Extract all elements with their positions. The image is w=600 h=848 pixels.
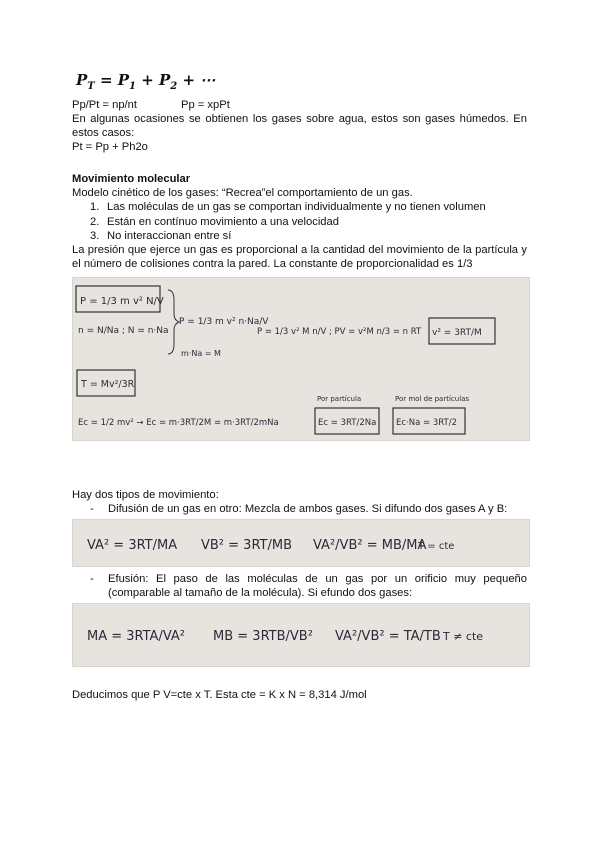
partial-pressure-line: Pp/Pt = np/nt Pp = xpPt <box>72 99 230 111</box>
hw-p-sub: P = 1/3 m v² n·Na/V <box>179 317 269 327</box>
model-intro: Modelo cinético de los gases: “Recrea”el comportamiento de un gas. <box>72 187 413 199</box>
hw-chain: P = 1/3 v² M n/V ; PV = v²M n/3 = n RT <box>257 327 422 337</box>
hw-ec-box: Ec = 3RT/2Na <box>318 418 377 428</box>
bullet-diffusion: - Difusión de un gas en otro: Mezcla de ambos gases. Si difundo dos gases A y B: <box>90 503 508 515</box>
hw-diff-eq1: VA² = 3RT/MA <box>87 538 178 553</box>
handwritten-diffusion-equations <box>72 519 530 567</box>
hw-p-box: P = 1/3 m v² N/V <box>80 296 164 307</box>
hw-note-mol: Por mol de partículas <box>395 395 470 403</box>
humid-gas-paragraph: En algunas ocasiones se obtienen los gases sobre agua, estos son gases húmedos. En estos casos: <box>72 113 527 139</box>
bullet-effusion: - Efusión: El paso de las moléculas de un gas por un orificio muy pequeño (comparable al tamaño de la molécula). Si efundo dos gases: <box>90 573 527 599</box>
pt-formula: Pt = Pp + Ph2o <box>72 141 148 153</box>
section-heading: Movimiento molecular <box>72 173 191 185</box>
hw-eff-eq3: VA²/VB² = TA/TB <box>335 629 441 644</box>
hw-mult: m·Na = M <box>181 349 221 358</box>
handwritten-notes-kinetic <box>72 277 530 441</box>
pressure-paragraph: La presión que ejerce un gas es proporcional a la cantidad del movimiento de la partícula y el número de colisiones contra la pared. La constante de proporcionalidad es 1/3 <box>72 244 527 270</box>
hw-t-box: T = Mv²/3R <box>81 379 135 390</box>
conclusion: Deducimos que P V=cte x T. Esta cte = K x N = 8,314 J/mol <box>72 689 367 701</box>
hw-n-eq: n = N/Na ; N = n·Na <box>78 326 169 336</box>
hw-diff-cond: T = cte <box>418 541 455 552</box>
brace <box>168 290 179 354</box>
total-pressure-formula: $P_T = P_1 + P_2$ + ⋯ <box>76 71 216 92</box>
hw-diff-eq2: VB² = 3RT/MB <box>201 538 292 553</box>
list-item: 1. Las moléculas de un gas se comportan individualmente y no tienen volumen <box>90 201 486 213</box>
hw-eff-cond: T ≠ cte <box>443 630 484 643</box>
hw-eff-eq1: MA = 3RTA/VA² <box>87 629 185 644</box>
list-item: 3. No interaccionan entre sí <box>90 230 232 243</box>
hw-note-particle: Por partícula <box>317 395 362 403</box>
handwritten-effusion-equations <box>72 603 530 667</box>
hw-v-box: v² = 3RT/M <box>432 328 482 338</box>
hw-ec-mol-box: Ec·Na = 3RT/2 <box>396 418 457 428</box>
numbered-list <box>90 201 486 245</box>
hw-eff-eq2: MB = 3RTB/VB² <box>213 629 313 644</box>
hw-ec: Ec = 1/2 mv² → Ec = m·3RT/2M = m·3RT/2mNa <box>78 418 279 428</box>
movement-types-intro: Hay dos tipos de movimiento: <box>72 489 219 501</box>
list-item: 2. Están en contínuo movimiento a una velocidad <box>90 215 339 228</box>
hw-diff-eq3: VA²/VB² = MB/MA <box>313 538 427 553</box>
